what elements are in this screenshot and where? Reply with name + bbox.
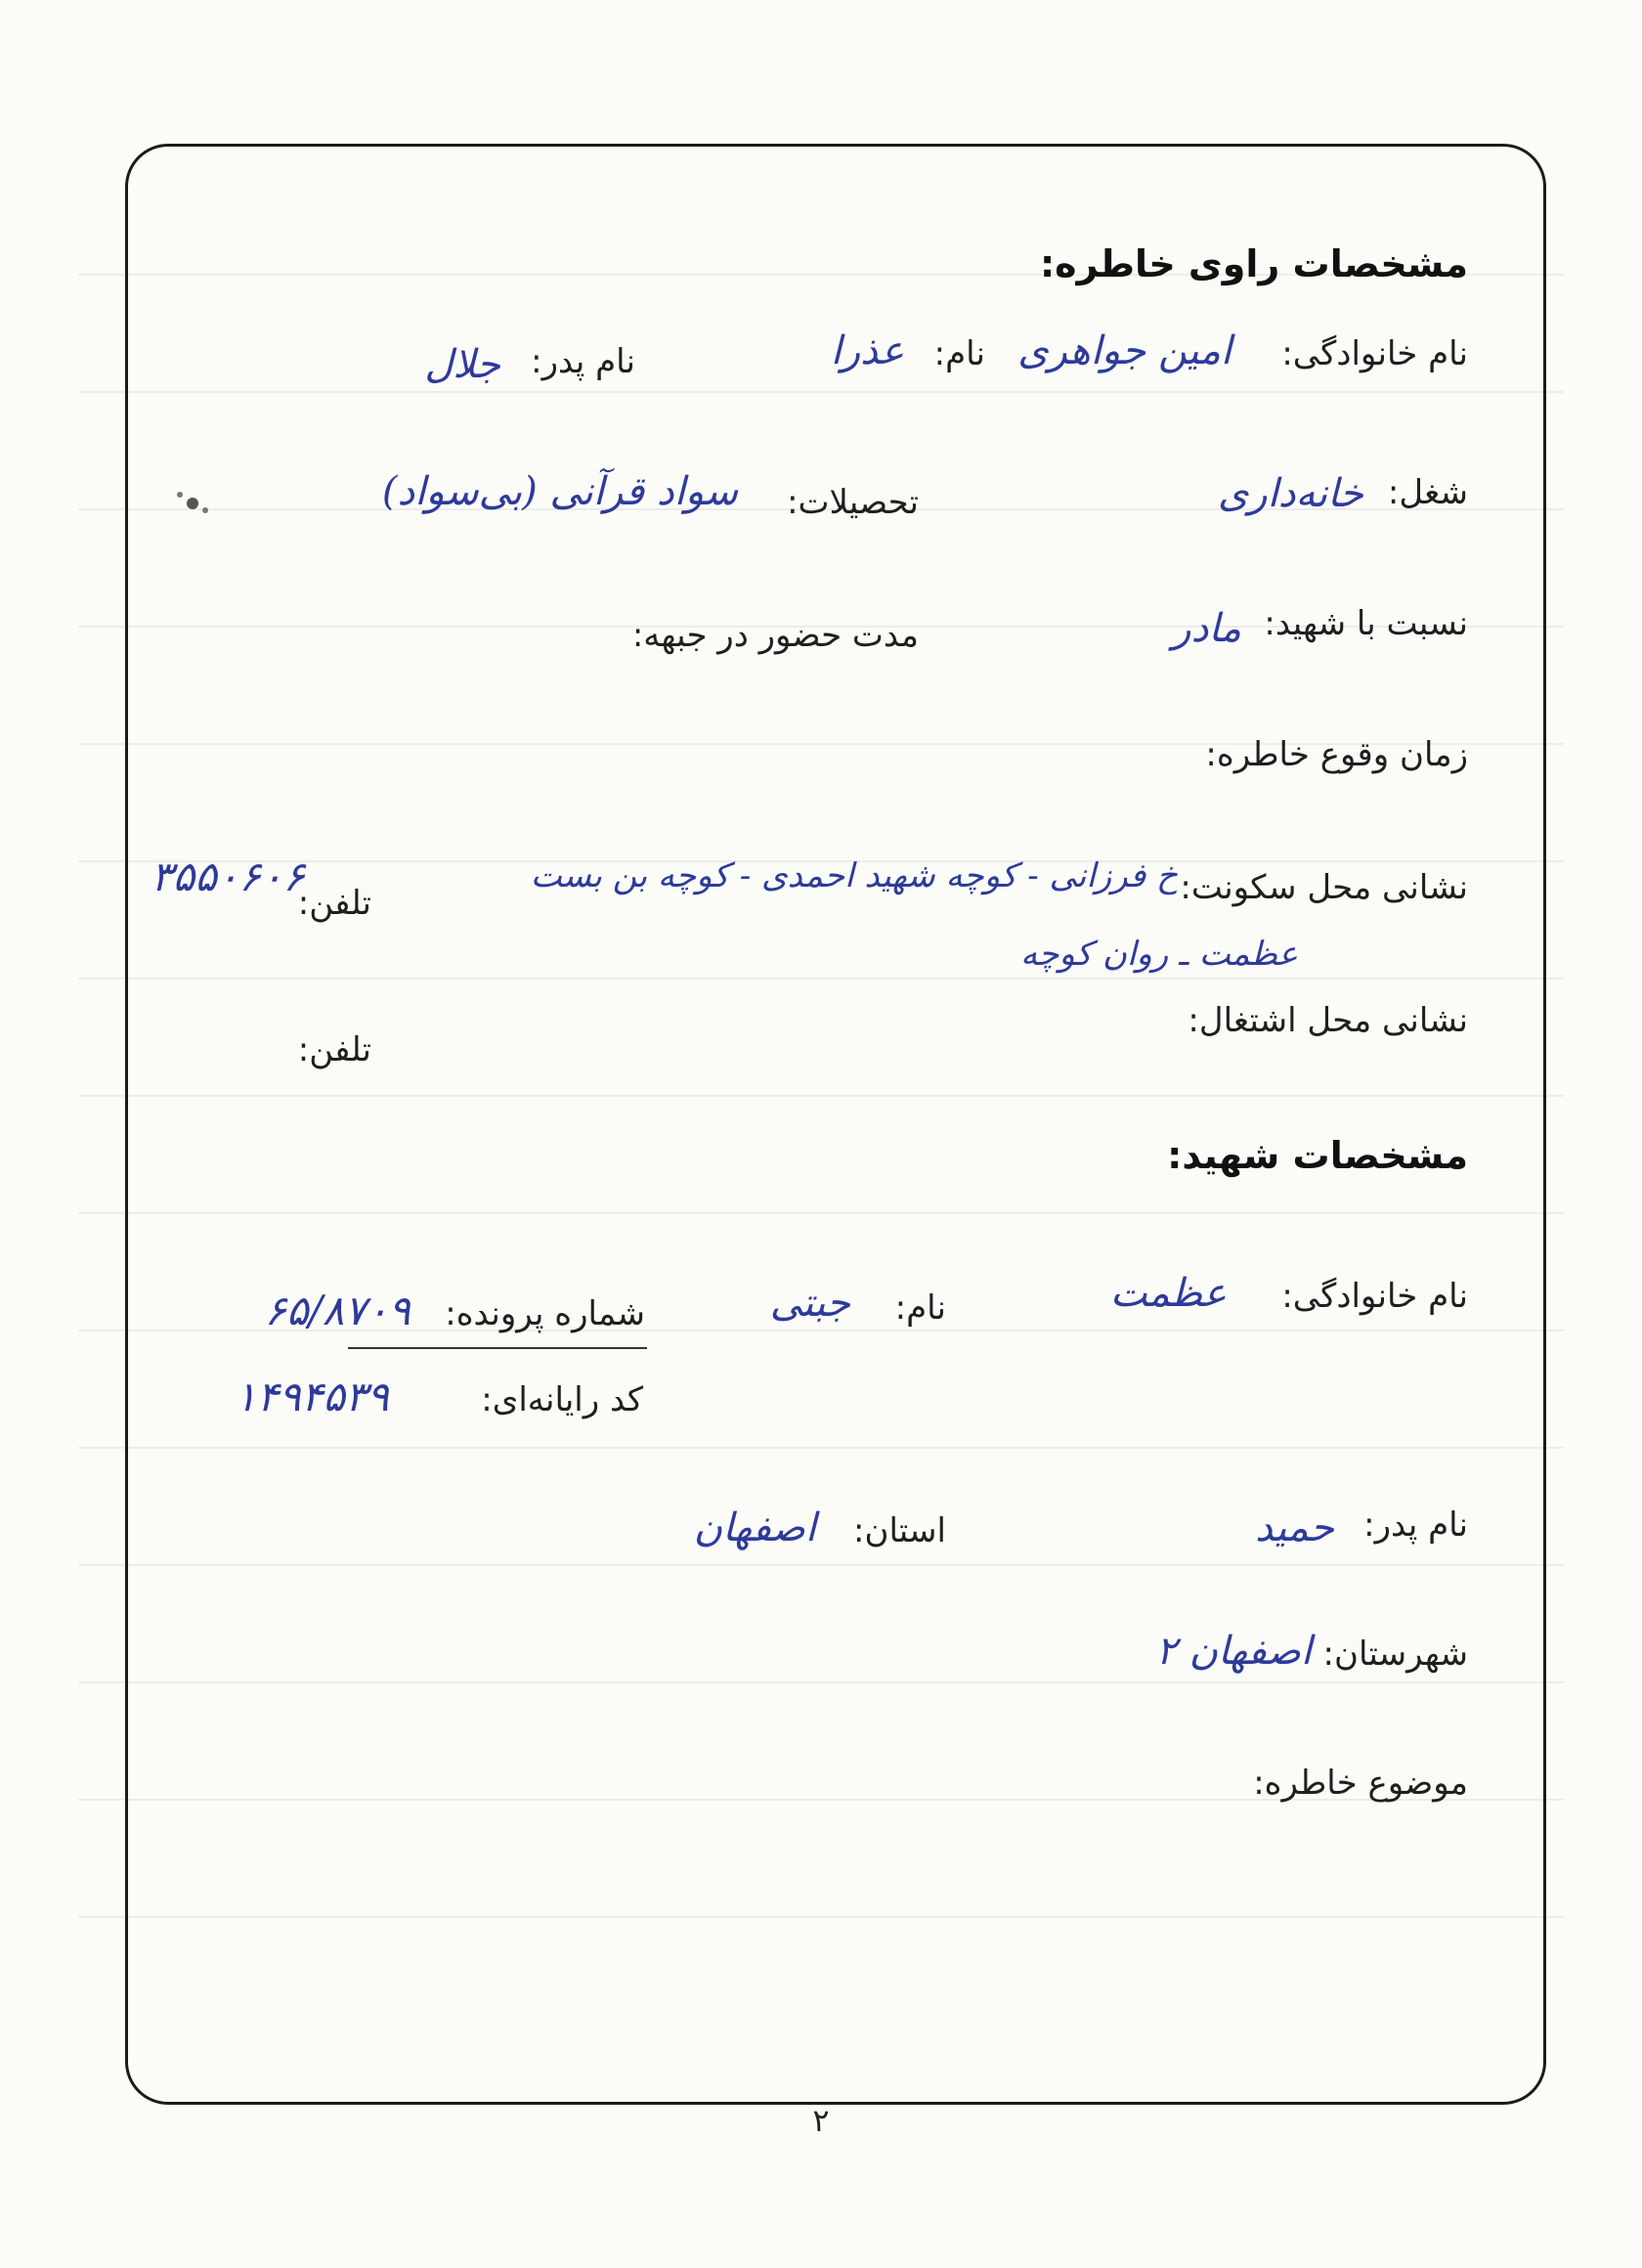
- computer-code-value[interactable]: ۱۴۹۴۵۳۹: [235, 1373, 389, 1420]
- form-border: [125, 144, 1546, 2105]
- narrator-first-name-value[interactable]: عذرا: [830, 328, 904, 373]
- martyr-father-name-value[interactable]: حمید: [1255, 1505, 1334, 1550]
- computer-code-label: کد رایانه‌ای:: [481, 1380, 643, 1419]
- narrator-father-name-label: نام پدر:: [531, 342, 635, 381]
- narrator-family-name-value[interactable]: امین جواهری: [1017, 328, 1232, 373]
- home-address-value-line2[interactable]: عظمت ـ روان کوچه: [1020, 935, 1298, 974]
- front-duration-label: مدت حضور در جبهه:: [631, 616, 919, 655]
- narrator-family-name-label: نام خانوادگی:: [1281, 334, 1468, 373]
- narrator-occupation-value[interactable]: خانه‌داری: [1217, 471, 1363, 516]
- narrator-section-heading: مشخصات راوی خاطره:: [1039, 242, 1468, 285]
- home-phone-value[interactable]: ۳۵۵۰۶۰۶: [151, 852, 305, 900]
- martyr-family-name-label: نام خانوادگی:: [1281, 1277, 1468, 1316]
- page-number: ۲: [812, 2102, 830, 2139]
- province-value[interactable]: اصفهان: [693, 1505, 816, 1550]
- home-phone-label: تلفن:: [297, 884, 371, 923]
- city-value[interactable]: اصفهان ۲: [1155, 1629, 1312, 1674]
- city-label: شهرستان:: [1322, 1635, 1468, 1674]
- martyr-father-name-label: نام پدر:: [1363, 1505, 1468, 1545]
- martyr-first-name-label: نام:: [894, 1288, 946, 1328]
- narrator-education-label: تحصیلات:: [787, 483, 919, 522]
- narrator-first-name-label: نام:: [933, 334, 985, 373]
- home-address-value[interactable]: خ فرزانی - کوچه شهید احمدی - کوچه بن بست: [530, 856, 1178, 895]
- martyr-first-name-value[interactable]: جبتی: [769, 1281, 850, 1326]
- memory-subject-label: موضوع خاطره:: [1253, 1764, 1468, 1803]
- province-label: استان:: [853, 1511, 946, 1550]
- case-number-underline: [348, 1347, 647, 1349]
- martyr-section-heading: مشخصات شهید:: [1167, 1134, 1468, 1177]
- narrator-occupation-label: شغل:: [1387, 473, 1468, 512]
- work-address-label: نشانی محل اشتغال:: [1188, 1001, 1468, 1040]
- narrator-relation-value[interactable]: مادر: [1172, 606, 1241, 651]
- small-mark-icon: [174, 485, 211, 522]
- home-address-label: نشانی محل سکونت:: [1180, 868, 1468, 907]
- narrator-education-value[interactable]: سواد قرآنی (بی‌سواد): [381, 469, 738, 514]
- narrator-father-name-value[interactable]: جلال: [424, 342, 500, 387]
- case-number-value[interactable]: ۶۵/۸۷۰۹: [264, 1287, 410, 1334]
- case-number-label: شماره پرونده:: [445, 1294, 645, 1333]
- work-phone-label: تلفن:: [297, 1030, 371, 1069]
- martyr-family-name-value[interactable]: عظمت: [1109, 1271, 1227, 1316]
- memory-time-label: زمان وقوع خاطره:: [1205, 735, 1468, 774]
- narrator-relation-label: نسبت با شهید:: [1264, 604, 1468, 643]
